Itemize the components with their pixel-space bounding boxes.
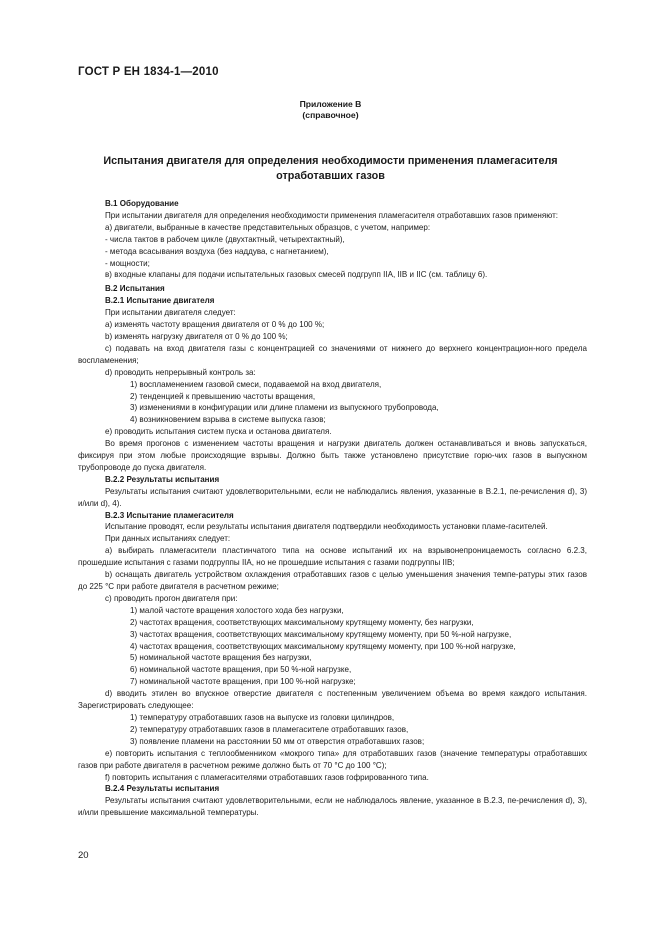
page-number: 20 bbox=[78, 850, 89, 861]
appendix-title bbox=[60, 154, 601, 184]
list-item: - числа тактов в рабочем цикле (двухтактный, четырехтактный), bbox=[105, 234, 345, 244]
list-item: e) проводить испытания систем пуска и останова двигателя. bbox=[105, 427, 332, 437]
sub-list-item: 4) частотах вращения, соответствующих максимальному крутящему моменту, при 100 %-ной нагрузке, bbox=[130, 641, 516, 651]
sub-list-item: 2) частотах вращения, соответствующих максимальному крутящему моменту, без нагрузки, bbox=[130, 617, 474, 627]
sub-list-item: 7) номинальной частоте вращения, при 100 %-ной нагрузке; bbox=[130, 677, 356, 687]
list-item: а) двигатели, выбранные в качестве представительных образцов, с учетом, например: bbox=[105, 222, 431, 232]
list-item: c) подавать на вход двигателя газы с концентрацией со значениями от нижнего до верхнего концентрацион-ного предела воспламенения; bbox=[78, 343, 587, 365]
subsection-heading: В.2.2 Результаты испытания bbox=[105, 474, 220, 484]
paragraph: Результаты испытания считают удовлетворительными, если не наблюдались явления, указанные в В.2.1, пе-речисления d), 3) и/или d), 4). bbox=[78, 486, 587, 508]
sub-list-item: 2) температуру отработавших газов в пламегасителе отработавших газов, bbox=[130, 724, 409, 734]
sub-list-item: 6) номинальной частоте вращения, при 50 %-ной нагрузке, bbox=[130, 665, 352, 675]
appendix-title-line-2: отработавших газов bbox=[276, 170, 385, 182]
sub-list-item: 1) воспламенением газовой смеси, подаваемой на вход двигателя, bbox=[130, 379, 382, 389]
appendix-title-line-1: Испытания двигателя для определения необходимости применения пламегасителя bbox=[103, 155, 558, 167]
paragraph: Результаты испытания считают удовлетворительными, если не наблюдалось явление, указанное в В.2.3, пе-речисления d), 3), и/или превышение максимальной температуры. bbox=[78, 796, 587, 818]
sub-list-item: 1) малой частоте вращения холостого хода без нагрузки, bbox=[130, 605, 344, 615]
paragraph: При испытании двигателя следует: bbox=[105, 308, 236, 318]
subsection-heading: В.2.3 Испытание пламегасителя bbox=[105, 510, 234, 520]
annex-title: Приложение В bbox=[299, 99, 362, 109]
sub-list-item: 3) изменениями в конфигурации или длине пламени из выпускного трубопровода, bbox=[130, 403, 439, 413]
document-body bbox=[78, 198, 587, 819]
paragraph: Во время прогонов с изменением частоты вращения и нагрузки двигатель должен останавливаться и вновь запускаться, фиксируя при этом любые происходящие взрывы. Должно быть также установлено присутствие горю-чих газов в выпускном трубопроводе до пуска двигателя. bbox=[78, 439, 587, 472]
list-item: а) изменять частоту вращения двигателя от 0 % до 100 %; bbox=[105, 320, 325, 330]
subsection-heading: В.2.1 Испытание двигателя bbox=[105, 296, 215, 306]
section-heading: В.1 Оборудование bbox=[105, 199, 179, 208]
list-item: d) вводить этилен во впускное отверстие двигателя с постепенным увеличением объема во время каждого испытания. Зарегистрировать следующее: bbox=[78, 689, 587, 711]
list-item: b) оснащать двигатель устройством охлаждения отработавших газов с целью уменьшения значения темпе-ратуры этих газов до 225 °С при работе двигателя в расчетном режиме; bbox=[78, 570, 587, 591]
sub-list-item: 3) появление пламени на расстоянии 50 мм от отверстия отработавших газов; bbox=[130, 736, 425, 746]
paragraph: При испытании двигателя для определения необходимости применения пламегасителя отработавших газов применяют: bbox=[105, 210, 559, 220]
list-item: d) проводить непрерывный контроль за: bbox=[105, 367, 256, 377]
sub-list-item: 4) возникновением взрыва в системе выпуска газов; bbox=[130, 415, 326, 425]
subsection-heading: В.2.4 Результаты испытания bbox=[105, 784, 220, 794]
paragraph: При данных испытаниях следует: bbox=[105, 534, 231, 544]
list-item: b) изменять нагрузку двигателя от 0 % до 100 %; bbox=[105, 331, 288, 341]
sub-list-item: 3) частотах вращения, соответствующих максимальному крутящему моменту, при 50 %-ной нагрузке, bbox=[130, 629, 512, 639]
list-item: - мощности; bbox=[105, 258, 150, 268]
list-item: c) проводить прогон двигателя при: bbox=[105, 593, 238, 603]
list-item: e) повторить испытания с теплообменником «мокрого типа» для отработавших газов (значение температуры отработавших газов при работе двигателя в расчетном режиме должно быть от 70 °С до 100 °С); bbox=[78, 748, 587, 770]
annex-heading bbox=[0, 99, 661, 121]
annex-subtitle: (справочное) bbox=[302, 110, 359, 120]
section-heading: В.2 Испытания bbox=[105, 284, 165, 294]
paragraph: Испытание проводят, если результаты испытания двигателя подтвердили необходимость установки пламе-гасителей. bbox=[105, 522, 548, 532]
sub-list-item: 5) номинальной частоте вращения без нагрузки, bbox=[130, 653, 312, 663]
sub-list-item: 2) тенденцией к превышению частоты вращения, bbox=[130, 391, 316, 401]
sub-list-item: 1) температуру отработавших газов на выпуске из головки цилиндров, bbox=[130, 712, 395, 722]
document-id: ГОСТ Р ЕН 1834-1—2010 bbox=[78, 66, 219, 78]
list-item: в) входные клапаны для подачи испытательных газовых смесей подгрупп IIA, IIB и IIC (см. таблицу 6). bbox=[105, 270, 488, 280]
list-item: f) повторить испытания с пламегасителями отработавших газов гофрированного типа. bbox=[105, 772, 429, 782]
list-item: - метода всасывания воздуха (без наддува, с нагнетанием), bbox=[105, 246, 329, 256]
list-item: а) выбирать пламегасители пластинчатого типа на основе испытаний их на взрывонепроницаемость согласно 6.2.3, прошедшие испытания с газами подгруппы IIA, но не прошедшие испытания с газами подгруппы IIB; bbox=[78, 546, 587, 568]
